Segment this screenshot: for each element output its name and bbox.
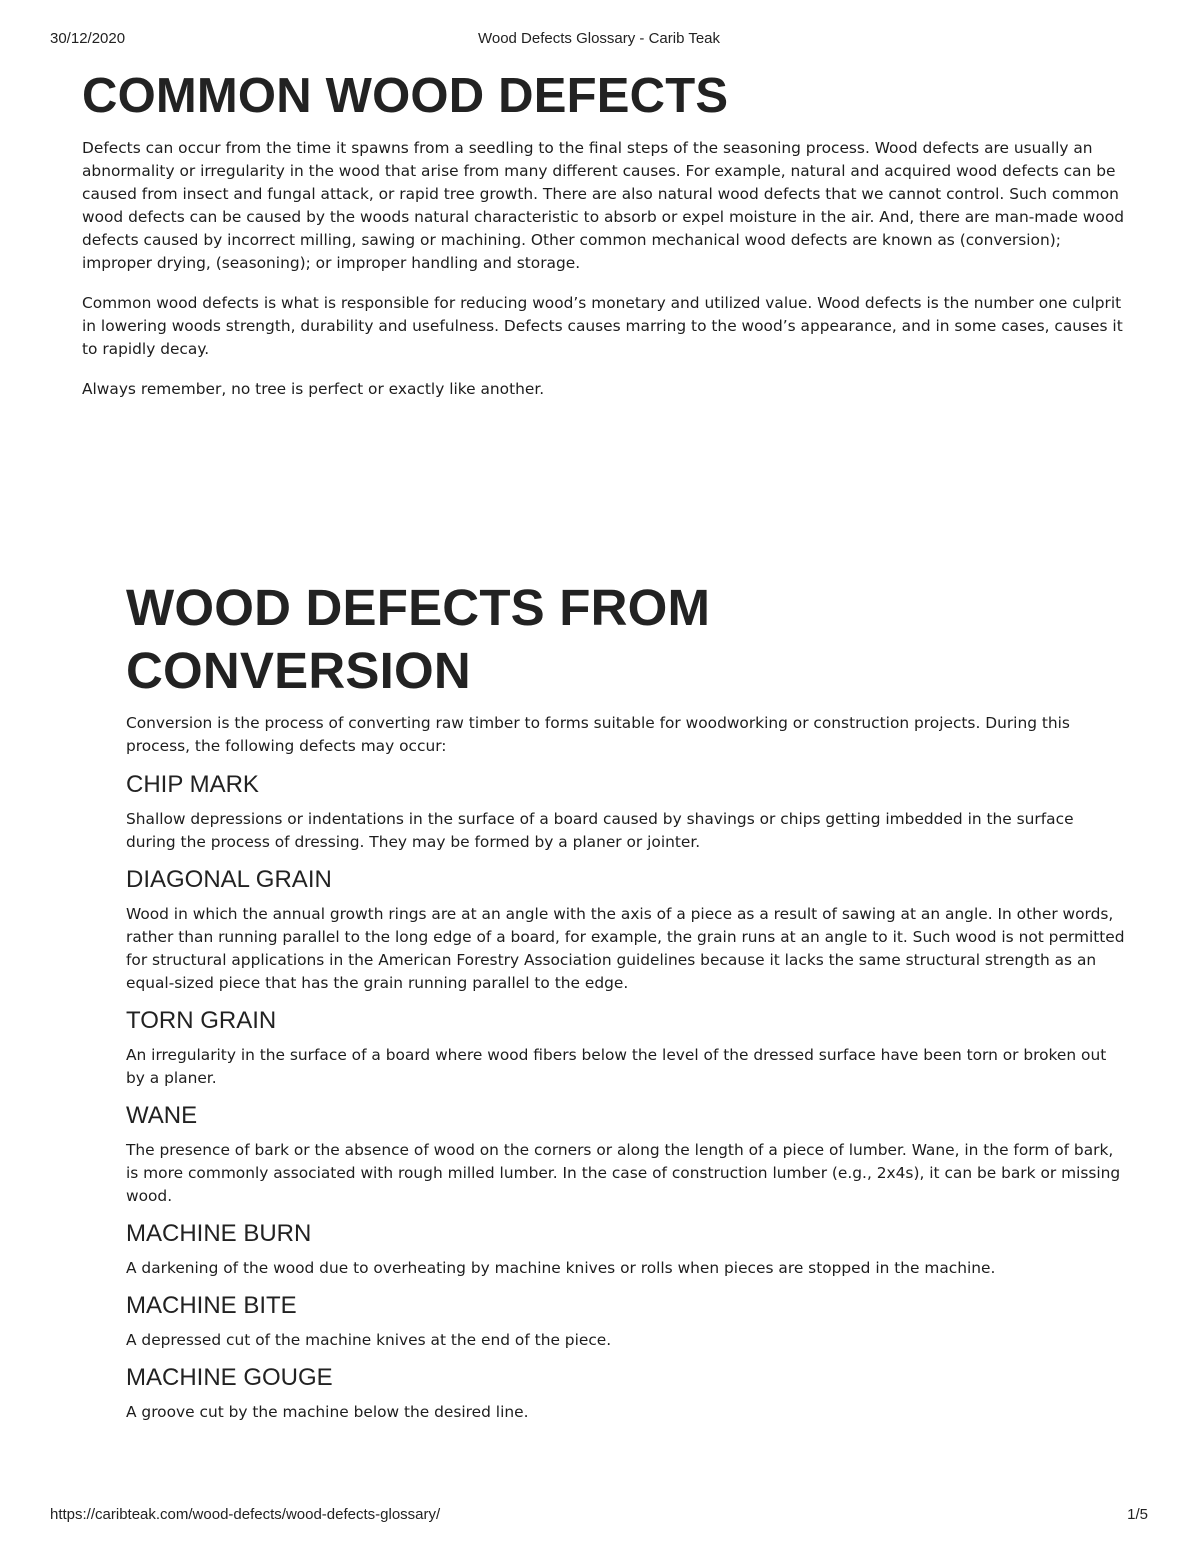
- defect-machine-bite: [126, 1291, 1126, 1352]
- intro-paragraph: Defects can occur from the time it spawns from a seedling to the final steps of the seasoning process. Wood defects are usually an abnormality or irregularity in the wood that arise from many different causes. For example, natural and acquired wood defects can be caused from insect and fungal attack, or rapid tree growth. There are also natural wood defects that we cannot control. Such common wood defects can be caused by the woods natural characteristic to absorb or expel moisture in the air. And, there are man-made wood defects caused by incorrect milling, sawing or machining. Other common mechanical wood defects are known as (conversion); improper drying, (seasoning); or improper handling and storage.: [82, 139, 1124, 272]
- section-intro-paragraph: Conversion is the process of converting raw timber to forms suitable for woodworking or construction projects. During this process, the following defects may occur:: [126, 714, 1070, 755]
- page-number: 1/5: [1127, 1506, 1148, 1523]
- defect-description: The presence of bark or the absence of wood on the corners or along the length of a piece of lumber. Wane, in the form of bark, is more commonly associated with rough milled lumber. In the case of construction lumber (e.g., 2x4s), it can be bark or missing wood.: [126, 1141, 1121, 1205]
- print-page-title: Wood Defects Glossary - Carib Teak: [477, 30, 721, 47]
- section-heading: [126, 576, 1126, 702]
- defect-title: CHIP MARK: [126, 771, 259, 798]
- defect-title: MACHINE BURN: [126, 1220, 312, 1247]
- page-heading: COMMON WOOD DEFECTS: [82, 69, 729, 123]
- defect-title: MACHINE GOUGE: [126, 1364, 333, 1391]
- defect-description: A depressed cut of the machine knives at the end of the piece.: [126, 1331, 612, 1349]
- defect-torn-grain: [126, 1006, 1126, 1090]
- defect-chip-mark: [126, 770, 1126, 854]
- print-footer: [50, 1506, 1148, 1526]
- common-wood-defects-section: [82, 66, 1132, 418]
- defect-description: An irregularity in the surface of a board where wood fibers below the level of the dressed surface have been torn or broken out by a planer.: [126, 1046, 1107, 1087]
- defect-description: A darkening of the wood due to overheating by machine knives or rolls when pieces are stopped in the machine.: [126, 1259, 996, 1277]
- print-date: 30/12/2020: [50, 30, 126, 47]
- defect-machine-gouge: [126, 1363, 1126, 1424]
- defect-machine-burn: [126, 1219, 1126, 1280]
- defect-description: Wood in which the annual growth rings are at an angle with the axis of a piece as a result of sawing at an angle. In other words, rather than running parallel to the long edge of a board, for example, the grain runs at an angle to it. Such wood is not permitted for structural applications in the American Forestry Association guidelines because it lacks the same structural strength as an equal-sized piece that has the grain running parallel to the edge.: [126, 905, 1125, 992]
- defect-title: WANE: [126, 1102, 198, 1129]
- page-url: https://caribteak.com/wood-defects/wood-defects-glossary/: [50, 1506, 441, 1523]
- intro-paragraph: Always remember, no tree is perfect or exactly like another.: [82, 380, 545, 398]
- defect-description: A groove cut by the machine below the desired line.: [126, 1403, 529, 1421]
- defect-title: TORN GRAIN: [126, 1007, 277, 1034]
- section-heading-line: WOOD DEFECTS FROM: [126, 579, 711, 636]
- defect-wane: [126, 1101, 1126, 1208]
- conversion-defects-section: [126, 576, 1126, 1435]
- print-header: [50, 30, 1148, 50]
- defect-diagonal-grain: [126, 865, 1126, 995]
- defect-title: MACHINE BITE: [126, 1292, 297, 1319]
- defect-title: DIAGONAL GRAIN: [126, 866, 332, 893]
- defect-description: Shallow depressions or indentations in the surface of a board caused by shavings or chips getting imbedded in the surface during the process of dressing. They may be formed by a planer or jointer.: [126, 810, 1074, 851]
- intro-paragraph: Common wood defects is what is responsible for reducing wood’s monetary and utilized value. Wood defects is the number one culprit in lowering woods strength, durability and usefulness. Defects causes marring to the wood’s appearance, and in some cases, causes it to rapidly decay.: [82, 294, 1123, 358]
- section-heading-line: CONVERSION: [126, 642, 471, 699]
